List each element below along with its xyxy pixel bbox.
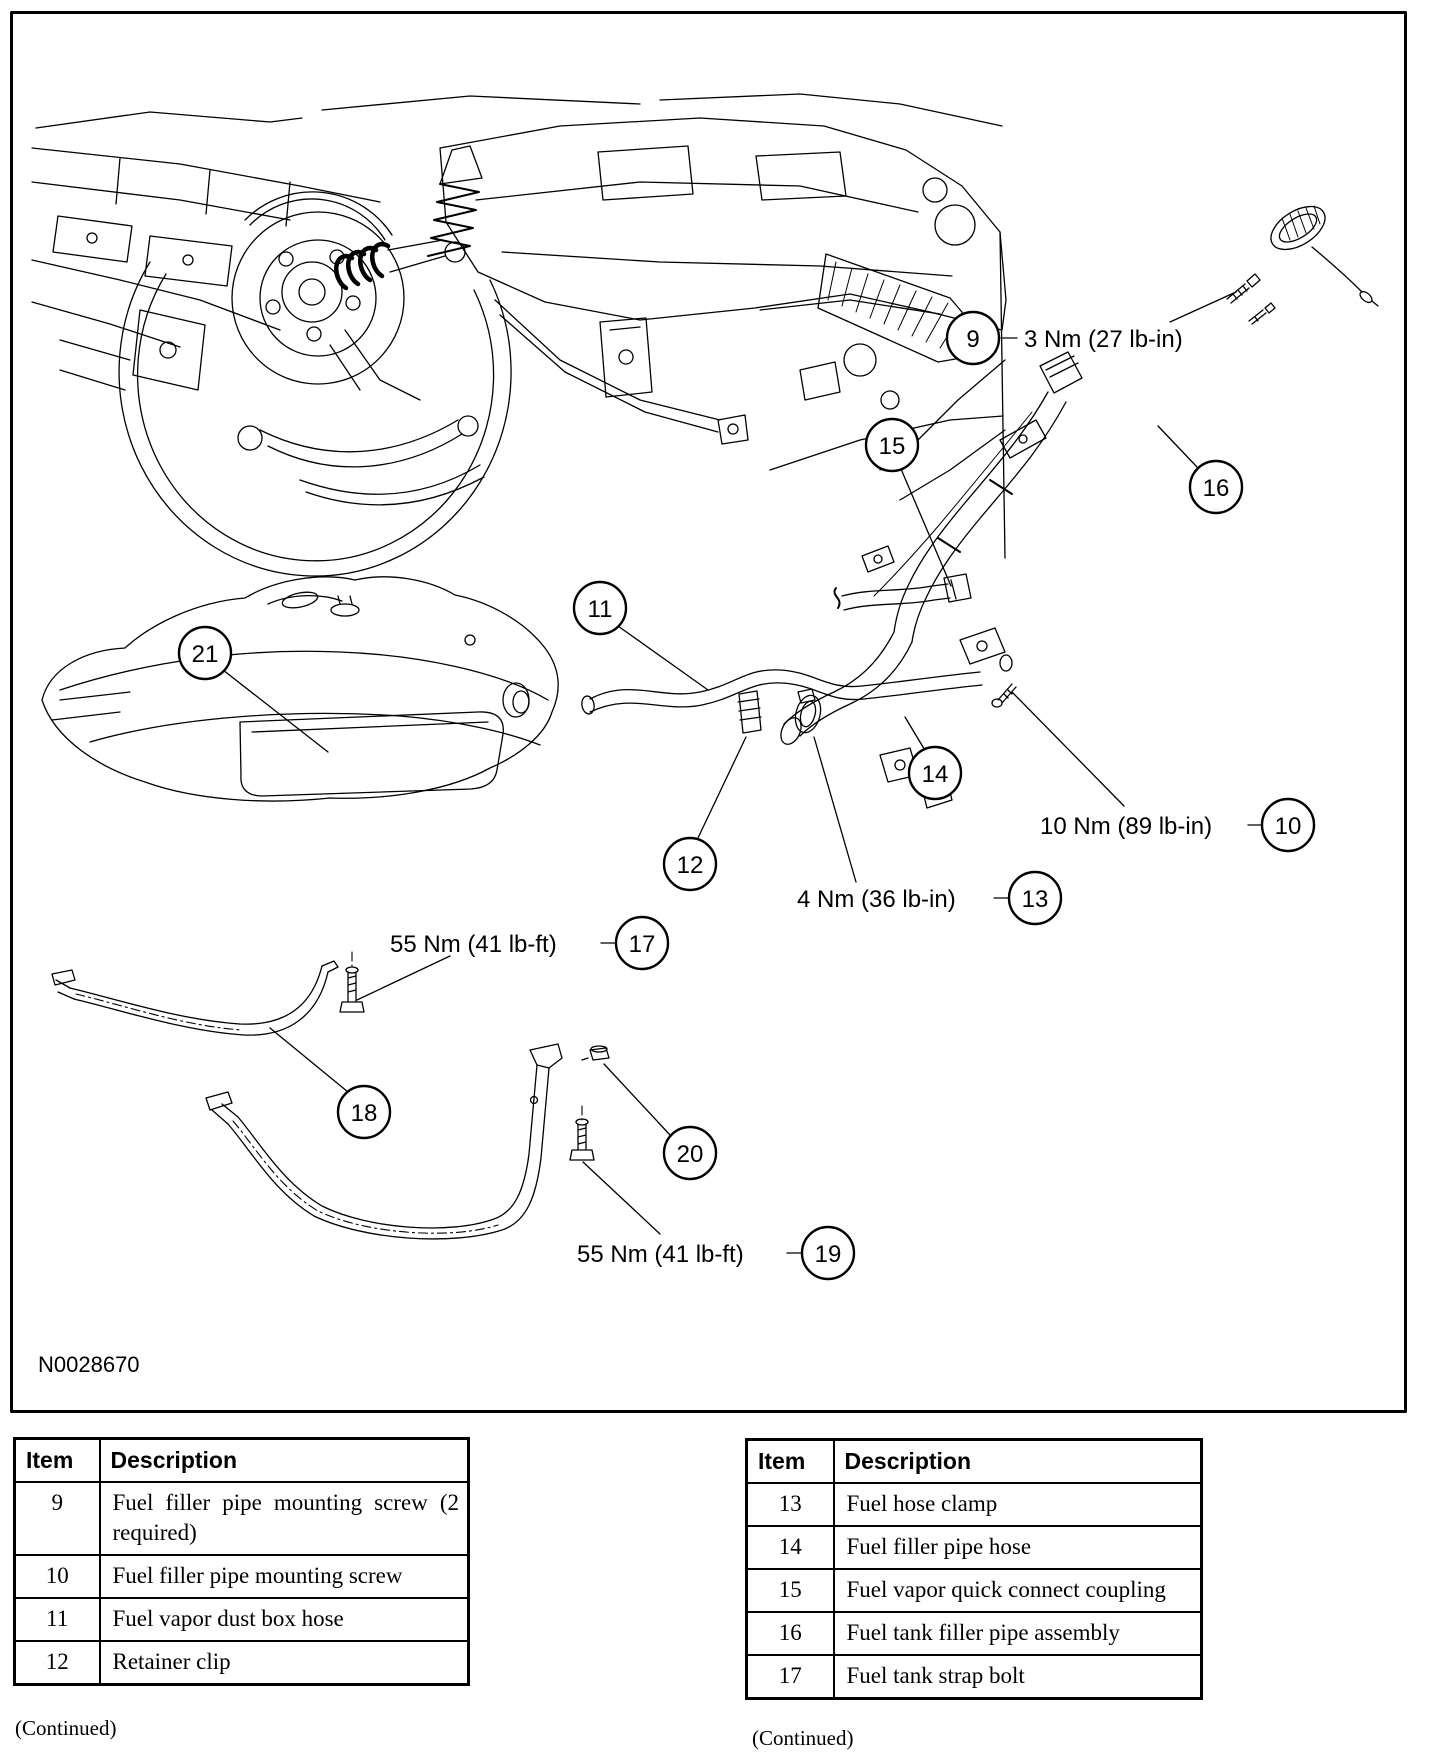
- callout-19: [802, 1227, 854, 1279]
- item-description: Retainer clip: [100, 1641, 469, 1685]
- parts-table-left: [13, 1437, 470, 1686]
- item-number: 11: [15, 1598, 100, 1641]
- tank-strap-front-drawing: [52, 961, 338, 1035]
- callout-number: 18: [350, 1100, 378, 1127]
- table-row: [747, 1655, 1202, 1699]
- callout-15: [866, 419, 918, 471]
- table-header-row: [15, 1439, 469, 1483]
- fuel-tank-drawing: [42, 577, 558, 801]
- item-number: 17: [747, 1655, 834, 1699]
- callout-number: 12: [676, 852, 704, 879]
- strap-bolt-19-drawing: [570, 1106, 594, 1160]
- table-header-row: [747, 1440, 1202, 1484]
- callout-number: 21: [191, 641, 219, 668]
- callout-20: [664, 1127, 716, 1179]
- strap-bolt-17-drawing: [340, 952, 364, 1012]
- strap-nut-20-drawing: [582, 1046, 609, 1060]
- callout-9: [947, 312, 999, 364]
- item-description: Fuel vapor dust box hose: [100, 1598, 469, 1641]
- callout-18: [338, 1086, 390, 1138]
- figure-border: [12, 13, 1406, 1412]
- item-description: Fuel hose clamp: [834, 1483, 1202, 1526]
- item-number: 14: [747, 1526, 834, 1569]
- left-header-description: Description: [100, 1439, 469, 1483]
- table-row: [747, 1569, 1202, 1612]
- left-header-item: Item: [15, 1439, 100, 1483]
- callout-number: 19: [814, 1241, 842, 1268]
- wheel-hub-drawing: [119, 146, 511, 576]
- item-description: Fuel filler pipe hose: [834, 1526, 1202, 1569]
- table-row: [15, 1482, 469, 1555]
- item-number: 16: [747, 1612, 834, 1655]
- item-number: 9: [15, 1482, 100, 1555]
- callout-number: 9: [966, 326, 980, 353]
- item-description: Fuel vapor quick connect coupling: [834, 1569, 1202, 1612]
- mounting-screws-drawing: [1227, 274, 1275, 324]
- callout-number: 16: [1202, 475, 1230, 502]
- tank-strap-rear-drawing: [206, 1044, 562, 1239]
- callout-number: 11: [587, 596, 613, 623]
- item-number: 13: [747, 1483, 834, 1526]
- retainer-clip-drawing: [738, 691, 761, 733]
- right-table-continued: (Continued): [752, 1726, 854, 1750]
- callout-number: 17: [628, 931, 656, 958]
- callout-number: 20: [676, 1141, 704, 1168]
- callout-21: [179, 627, 231, 679]
- torque-label-17: 55 Nm (41 lb-ft): [390, 931, 557, 958]
- item-description: Fuel tank strap bolt: [834, 1655, 1202, 1699]
- item-number: 10: [15, 1555, 100, 1598]
- callout-number: 14: [921, 761, 949, 788]
- table-row: [15, 1555, 469, 1598]
- callout-11: [574, 582, 626, 634]
- right-header-description: Description: [834, 1440, 1202, 1484]
- torque-label-10: 10 Nm (89 lb-in): [1040, 813, 1213, 840]
- parts-table-right: [745, 1438, 1203, 1700]
- table-row: [747, 1612, 1202, 1655]
- item-number: 12: [15, 1641, 100, 1685]
- torque-label-9: 3 Nm (27 lb-in): [1024, 326, 1183, 353]
- callout-number: 10: [1274, 813, 1302, 840]
- vehicle-underbody-drawing: [32, 94, 1006, 558]
- left-table-continued: (Continued): [15, 1716, 117, 1740]
- item-number: 15: [747, 1569, 834, 1612]
- table-row: [747, 1526, 1202, 1569]
- fuel-filler-cap-drawing: [1264, 198, 1378, 306]
- callout-12: [664, 838, 716, 890]
- callout-10: [1262, 799, 1314, 851]
- item-description: Fuel filler pipe mounting screw: [100, 1555, 469, 1598]
- table-row: [15, 1598, 469, 1641]
- quick-connect-coupling-drawing: [834, 574, 971, 610]
- callout-number: 13: [1021, 886, 1049, 913]
- callout-14: [909, 747, 961, 799]
- table-row: [15, 1641, 469, 1685]
- callout-17: [616, 917, 668, 969]
- right-header-item: Item: [747, 1440, 834, 1484]
- filler-pipe-assembly-drawing: [862, 352, 1082, 664]
- vapor-hose-drawing: [581, 670, 982, 715]
- mounting-screw-10-drawing: [992, 655, 1016, 707]
- table-row: [747, 1483, 1202, 1526]
- item-description: Fuel tank filler pipe assembly: [834, 1612, 1202, 1655]
- figure-code: N0028670: [38, 1352, 140, 1377]
- callout-13: [1009, 872, 1061, 924]
- torque-label-13: 4 Nm (36 lb-in): [797, 886, 956, 913]
- item-description: Fuel filler pipe mounting screw (2 required): [100, 1482, 469, 1555]
- callout-16: [1190, 461, 1242, 513]
- torque-label-19: 55 Nm (41 lb-ft): [577, 1241, 744, 1268]
- callout-number: 15: [878, 433, 906, 460]
